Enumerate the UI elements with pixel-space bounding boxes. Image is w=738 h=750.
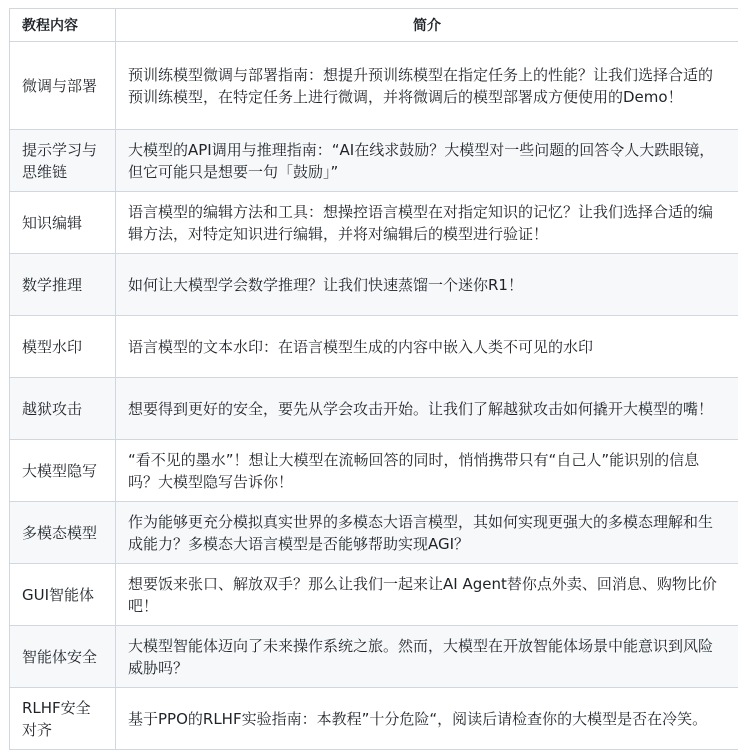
table-row <box>10 502 738 564</box>
table-header-row <box>10 9 738 42</box>
table-row <box>10 378 738 440</box>
tutorial-desc-cell: 大模型智能体迈向了未来操作系统之旅。然而，大模型在开放智能体场景中能意识到风险威胁吗？ <box>116 626 738 688</box>
tutorial-name-cell: RLHF安全对齐 <box>10 688 116 750</box>
tutorial-desc-cell: 语言模型的文本水印：在语言模型生成的内容中嵌入人类不可见的水印 <box>116 316 738 378</box>
tutorial-desc-cell: 大模型的API调用与推理指南：“AI在线求鼓励？大模型对一些问题的回答令人大跌眼镜，但它可能只是想要一句「鼓励」” <box>116 130 738 192</box>
tutorial-name-cell: 越狱攻击 <box>10 378 116 440</box>
tutorial-desc-cell: 基于PPO的RLHF实验指南：本教程”十分危险“，阅读后请检查你的大模型是否在冷笑。 <box>116 688 738 750</box>
tutorial-name-cell: 知识编辑 <box>10 192 116 254</box>
tutorial-desc-cell: 想要得到更好的安全，要先从学会攻击开始。让我们了解越狱攻击如何撬开大模型的嘴！ <box>116 378 738 440</box>
tutorial-name-cell: 多模态模型 <box>10 502 116 564</box>
table-row <box>10 130 738 192</box>
tutorial-desc-cell: 想要饭来张口、解放双手？那么让我们一起来让AI Agent替你点外卖、回消息、购物比价吧！ <box>116 564 738 626</box>
table-row <box>10 440 738 502</box>
table-row <box>10 254 738 316</box>
tutorial-table <box>9 8 738 750</box>
tutorial-name-cell: 数学推理 <box>10 254 116 316</box>
table-row <box>10 42 738 130</box>
tutorial-name-cell: 提示学习与思维链 <box>10 130 116 192</box>
table-row <box>10 626 738 688</box>
tutorial-name-cell: 大模型隐写 <box>10 440 116 502</box>
tutorial-name-cell: 智能体安全 <box>10 626 116 688</box>
tutorial-name-cell: 微调与部署 <box>10 42 116 130</box>
tutorial-desc-cell: 如何让大模型学会数学推理？让我们快速蒸馏一个迷你R1！ <box>116 254 738 316</box>
table-row <box>10 688 738 750</box>
table-row <box>10 192 738 254</box>
tutorial-desc-cell: 作为能够更充分模拟真实世界的多模态大语言模型，其如何实现更强大的多模态理解和生成能力？多模态大语言模型是否能够帮助实现AGI？ <box>116 502 738 564</box>
tutorial-desc-cell: 语言模型的编辑方法和工具：想操控语言模型在对指定知识的记忆？让我们选择合适的编辑方法，对特定知识进行编辑，并将对编辑后的模型进行验证！ <box>116 192 738 254</box>
column-header-content: 教程内容 <box>10 9 116 42</box>
column-header-intro: 简介 <box>116 9 738 42</box>
tutorial-desc-cell: “看不见的墨水”！想让大模型在流畅回答的同时，悄悄携带只有“自己人”能识别的信息吗？大模型隐写告诉你！ <box>116 440 738 502</box>
tutorial-name-cell: GUI智能体 <box>10 564 116 626</box>
tutorial-name-cell: 模型水印 <box>10 316 116 378</box>
table-row <box>10 316 738 378</box>
table-row <box>10 564 738 626</box>
tutorial-desc-cell: 预训练模型微调与部署指南：想提升预训练模型在指定任务上的性能？让我们选择合适的预训练模型，在特定任务上进行微调，并将微调后的模型部署成方便使用的Demo！ <box>116 42 738 130</box>
